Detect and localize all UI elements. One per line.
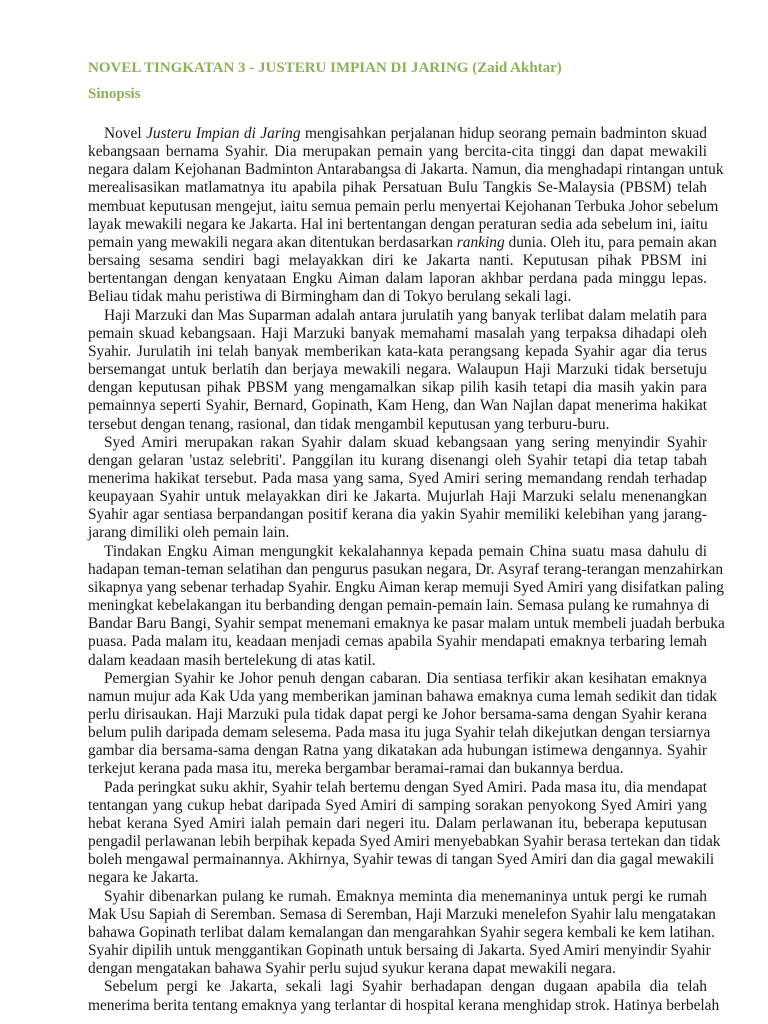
- italic-text: ranking: [456, 233, 505, 251]
- text-segment: mengisahkan perjalanan hidup seorang pemain badminton skuad: [300, 125, 708, 142]
- text-line: hebat kerana Syed Amiri ialah pemain dari negeri itu. Dalam perlawanan itu, beberapa keputusan: [88, 814, 707, 832]
- text-line: sikapnya yang sebenar terhadap Syahir. Engku Aiman kerap memuji Syed Amiri yang disifatkan paling: [88, 578, 724, 596]
- document-body: [88, 125, 725, 1015]
- text-line: jarang dimiliki oleh pemain lain.: [88, 524, 290, 542]
- text-line: [88, 125, 707, 143]
- text-line: Mak Usu Sapiah di Seremban. Semasa di Seremban, Haji Marzuki menelefon Syahir lalu mengatakan: [88, 905, 716, 923]
- text-line: dalam keadaan masih bertelekung di atas katil.: [88, 651, 376, 669]
- text-line: dengan gelaran 'ustaz selebriti'. Panggilan itu kurang disenangi oleh Syahir tetapi dia tetap tabah: [88, 451, 707, 469]
- text-segment: Novel: [104, 125, 147, 142]
- text-line: bersemangat untuk berlatih dan berjaya mewakili negara. Walaupun Haji Marzuki tidak bersetuju: [88, 361, 707, 379]
- section-heading-sinopsis: Sinopsis: [88, 86, 141, 102]
- text-line: menerima berita tentang emaknya yang terlantar di hospital kerana menghidap strok. Hatinya berbelah: [88, 996, 720, 1014]
- paragraph: [88, 669, 718, 779]
- document-title: NOVEL TINGKATAN 3 - JUSTERU IMPIAN DI JARING (Zaid Akhtar): [88, 60, 562, 76]
- text-line: Tindakan Engku Aiman mengungkit kekalahannya kepada pemain China suatu masa dahulu di: [104, 542, 707, 560]
- text-line: belum pulih daripada demam selesema. Pada masa itu juga Syahir telah dikejutkan dengan tersiarnya: [88, 724, 711, 742]
- text-line: layak mewakili negara ke Jakarta. Hal ini bertentangan dengan peraturan sedia ada sebelum ini, iaitu: [88, 215, 708, 233]
- text-line: bertentangan dengan kenyataan Engku Aiman dalam laporan akhbar perdana pada minggu lepas.: [88, 270, 707, 288]
- text-line: menerima hakikat tersebut. Pada masa yang sama, Syed Amiri sering memandang rendah terhadap: [88, 469, 707, 487]
- text-line: puasa. Pada malam itu, keadaan menjadi cemas apabila Syahir mendapati emaknya terbaring lemah: [88, 633, 707, 651]
- text-line: pemain skuad kebangsaan. Haji Marzuki banyak memahami masalah yang terpaksa dihadapi oleh: [88, 324, 707, 342]
- text-line: namun mujur ada Kak Uda yang memberikan jaminan bahawa emaknya cuma lemah sedikit dan tidak: [88, 687, 718, 705]
- text-line: boleh mengawal permainannya. Akhirnya, Syahir tewas di tangan Syed Amiri dan dia gagal mewakili: [88, 851, 715, 869]
- paragraph: [88, 887, 716, 979]
- text-line: negara ke Jakarta.: [88, 869, 199, 887]
- text-line: membuat keputusan mengejut, iaitu semua pemain perlu menyertai Kejohanan Terbuka Johor sebelum: [88, 197, 719, 215]
- text-line: bahawa Gopinath terlibat dalam kemalangan dan mengarahkan Syahir segera kembali ke kem latihan.: [88, 923, 715, 941]
- text-line: Haji Marzuki dan Mas Suparman adalah antara jurulatih yang banyak terlibat dalam melatih para: [104, 306, 707, 324]
- text-line: bersaing sesama sendiri bagi melayakkan diri ke Jakarta nanti. Keputusan pihak PBSM ini: [88, 252, 707, 270]
- text-line: dengan mengatakan bahawa Syahir perlu sujud syukur kerana dapat mewakili negara.: [88, 960, 616, 978]
- text-line: Sebelum pergi ke Jakarta, sekali lagi Syahir berhadapan dengan dugaan apabila dia telah: [104, 978, 707, 996]
- text-line: Syed Amiri merupakan rakan Syahir dalam skuad kebangsaan yang sering menyindir Syahir: [104, 433, 707, 451]
- paragraph: [88, 542, 725, 670]
- paragraph: [88, 778, 721, 888]
- paragraph: [88, 307, 707, 434]
- text-line: Beliau tidak mahu peristiwa di Birmingham dan di Tokyo berulang sekali lagi.: [88, 288, 572, 306]
- text-line: pemainnya seperti Syahir, Bernard, Gopinath, Kam Heng, dan Wan Najlan dapat menerima hakikat: [88, 397, 707, 415]
- italic-text: Justeru Impian di Jaring: [146, 125, 301, 142]
- text-line: Bandar Baru Bangi, Syahir sempat menemani emaknya ke pasar malam untuk membeli juadah berbuka: [88, 615, 725, 633]
- text-line: [88, 233, 717, 252]
- text-line: Syahir agar sentiasa berpandangan positif kerana dia yakin Syahir memiliki kelebihan yang jarang-: [88, 506, 707, 524]
- text-line: kebangsaan bernama Syahir. Dia merupakan pemain yang bercita-cita tinggi dan dapat mewakili: [88, 143, 707, 161]
- paragraph: [88, 434, 707, 543]
- text-segment: pemain yang mewakili negara akan ditentukan berdasarkan: [88, 233, 457, 251]
- text-line: Syahir. Jurulatih ini telah banyak memberikan kata-kata perangsang kepada Syahir agar dia terus: [88, 342, 707, 360]
- text-line: Pemergian Syahir ke Johor penuh dengan cabaran. Dia sentiasa terfikir akan kesihatan emaknya: [104, 669, 707, 687]
- text-line: terkejut kerana pada masa itu, mereka bergambar beramai-ramai dan bukannya berdua.: [88, 760, 624, 778]
- text-line: perlu dirisaukan. Haji Marzuki pula tidak dapat pergi ke Johor bersama-sama dengan Syahir kerana: [88, 706, 707, 723]
- text-line: tentangan yang cukup hebat daripada Syed Amiri di samping sorakan penyokong Syed Amiri yang: [88, 796, 707, 814]
- text-segment: dunia. Oleh itu, para pemain akan: [504, 233, 717, 251]
- text-line: meningkat kebelakangan itu berbanding dengan pemain-pemain lain. Semasa pulang ke rumahnya di: [88, 597, 710, 615]
- paragraph: [88, 978, 720, 1014]
- text-line: Syahir dibenarkan pulang ke rumah. Emaknya meminta dia menemaninya untuk pergi ke rumah: [104, 887, 707, 905]
- text-line: Pada peringkat suku akhir, Syahir telah bertemu dengan Syed Amiri. Pada masa itu, dia mendapat: [104, 778, 707, 796]
- text-line: pengadil perlawanan lebih berpihak kepada Syed Amiri menyebabkan Syahir berasa tertekan dan tidak: [88, 833, 721, 851]
- text-line: tersebut dengan tenang, rasional, dan tidak mengambil keputusan yang terburu-buru.: [88, 415, 610, 433]
- text-line: negara dalam Kejohanan Badminton Antarabangsa di Jakarta. Namun, dia menghadapi rintangan untuk: [88, 161, 724, 179]
- paragraph: [88, 125, 724, 307]
- text-line: hadapan teman-teman selatihan dan pengurus pasukan negara, Dr. Asyraf terang-terangan menzahirkan: [88, 560, 724, 578]
- text-line: dengan keputusan pihak PBSM yang mengamalkan sikap pilih kasih tetapi dia masih yakin para: [88, 379, 707, 397]
- text-line: gambar dia bersama-sama dengan Ratna yang dikatakan ada hubungan istimewa dengannya. Syahir: [88, 742, 707, 760]
- text-line: merealisasikan matlamatnya itu apabila pihak Persatuan Bulu Tangkis Se-Malaysia (PBSM) telah: [88, 179, 707, 197]
- text-line: Syahir dipilih untuk menggantikan Gopinath untuk bersaing di Jakarta. Syed Amiri menyindir Syahir: [88, 942, 711, 960]
- text-line: keupayaan Syahir untuk melayakkan diri ke Jakarta. Mujurlah Haji Marzuki selalu menenangkan: [88, 488, 707, 506]
